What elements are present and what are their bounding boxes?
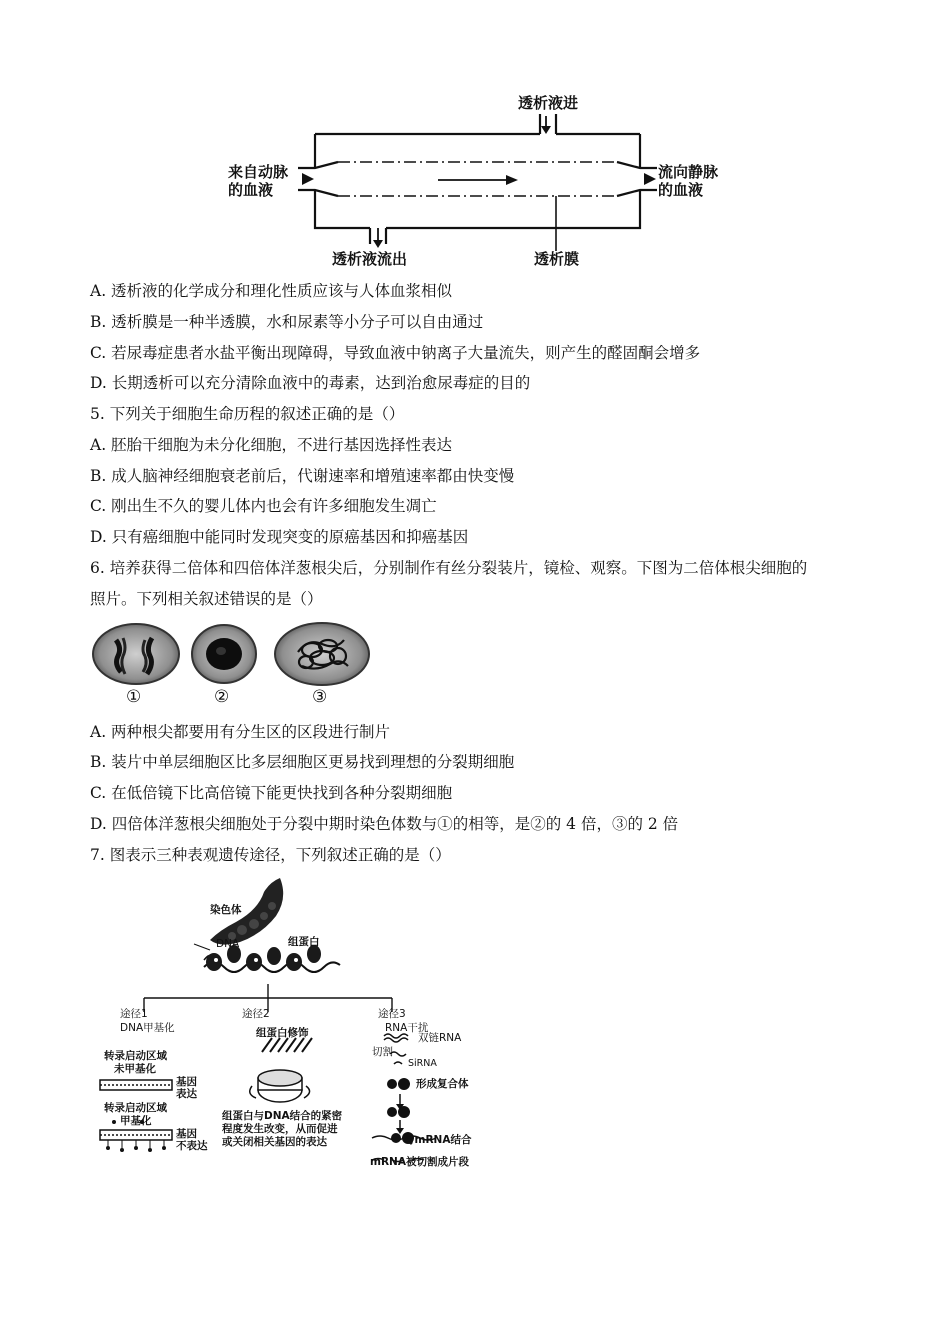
cell-1 [93,624,179,684]
q6-option-a: A. 两种根尖都要用有分生区的区段进行制片 [90,723,391,741]
q6-stem-line1: 6. 培养获得二倍体和四倍体洋葱根尖后，分别制作有丝分裂装片，镜检、观察。下图为二倍体根尖细胞的 [90,559,808,577]
q4-option-d: D. 长期透析可以充分清除血液中的毒素，达到治愈尿毒症的目的 [90,374,531,392]
q6-option-b: B. 装片中单层细胞区比多层细胞区更易找到理想的分裂期细胞 [90,753,515,771]
not-expressed-label-1: 基因 [176,1128,197,1140]
blood-to-vein-label-2: 的血液 [658,181,704,199]
bind-mrna-label: 与mRNA结合 [404,1134,472,1146]
unmethylated-label-2: 未甲基化 [114,1063,156,1075]
histone-note-1: 组蛋白与DNA结合的紧密 [222,1110,343,1122]
unmethylated-label-1: 转录启动区域 [104,1050,167,1062]
sirna-label: SiRNA [408,1058,437,1069]
path2-desc: 组蛋白修饰 [256,1027,309,1039]
expressed-label-2: 表达 [176,1088,197,1100]
cell-3 [275,623,369,685]
dialysate-in-label: 透析液进 [518,94,579,112]
not-expressed-label-2: 不表达 [176,1140,208,1152]
blood-to-vein-label-1: 流向静脉 [658,163,719,181]
cut-label: 切割 [372,1046,393,1058]
dialysate-out-label: 透析液流出 [332,250,408,268]
dna-label: DNA [216,938,240,950]
q5-stem: 5. 下列关于细胞生命历程的叙述正确的是（） [90,405,405,423]
q6-stem-line2: 照片。下列相关叙述错误的是（） [90,590,323,608]
histone-label: 组蛋白 [288,936,320,948]
methylated-label-2: 甲基化 [120,1115,152,1127]
complex-label: 形成复合体 [416,1078,469,1090]
q4-option-b: B. 透析膜是一种半透膜，水和尿素等小分子可以自由通过 [90,313,484,331]
cell-label-2: ② [214,687,230,707]
path1-desc: DNA甲基化 [120,1022,175,1034]
q4-option-c: C. 若尿毒症患者水盐平衡出现障碍，导致血液中钠离子大量流失，则产生的醛固酮会增多 [90,344,701,362]
epigenetic-pathways-diagram [92,872,492,1177]
blood-from-artery-label-1: 来自动脉 [228,163,289,181]
histone-note-3: 或关闭相关基因的表达 [222,1136,327,1148]
path2-label: 途径2 [242,1008,270,1020]
membrane-label: 透析膜 [534,250,580,268]
cell-2 [192,625,256,683]
chromosome-label: 染色体 [210,904,242,916]
q4-option-a: A. 透析液的化学成分和理化性质应该与人体血浆相似 [90,282,453,300]
q5-option-a: A. 胚胎干细胞为未分化细胞，不进行基因选择性表达 [90,436,453,454]
mrna-cut-label: mRNA被切割成片段 [370,1156,469,1168]
cell-label-3: ③ [312,687,328,707]
path1-label: 途径1 [120,1008,148,1020]
q6-option-c: C. 在低倍镜下比高倍镜下能更快找到各种分裂期细胞 [90,784,453,802]
q7-stem: 7. 图表示三种表观遗传途径，下列叙述正确的是（） [90,846,451,864]
dsrna-label: 双链RNA [418,1032,462,1044]
q5-option-d: D. 只有癌细胞中能同时发现突变的原癌基因和抑癌基因 [90,528,469,546]
blood-from-artery-label-2: 的血液 [228,181,274,199]
dialysis-diagram [220,88,740,270]
methylated-label-1: 转录启动区域 [104,1102,167,1114]
q5-option-c: C. 刚出生不久的婴儿体内也会有许多细胞发生凋亡 [90,497,437,515]
expressed-label-1: 基因 [176,1076,197,1088]
root-tip-cells-figure [92,622,382,710]
q6-option-d: D. 四倍体洋葱根尖细胞处于分裂中期时染色体数与①的相等，是②的 4 倍，③的 2 倍 [90,815,679,833]
cell-label-1: ① [126,687,142,707]
q5-option-b: B. 成人脑神经细胞衰老前后，代谢速率和增殖速率都由快变慢 [90,467,515,485]
path3-desc: RNA干扰 [385,1022,429,1034]
histone-note-2: 程度发生改变，从而促进 [222,1123,338,1135]
path3-label: 途径3 [378,1008,406,1020]
